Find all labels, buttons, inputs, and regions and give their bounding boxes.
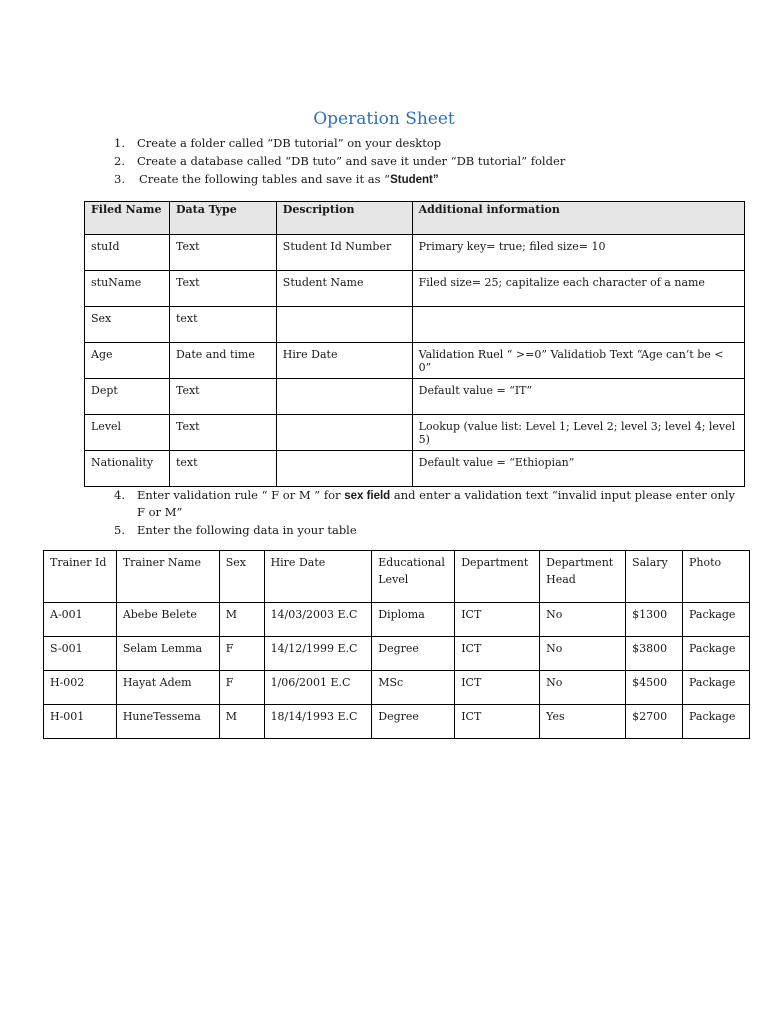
- table-cell: F: [219, 671, 264, 705]
- list-number: 1.: [114, 136, 125, 150]
- table-cell: 14/12/1999 E.C: [264, 637, 372, 671]
- column-header: Photo: [682, 551, 749, 603]
- table-cell: ICT: [455, 705, 540, 739]
- table-cell: Diploma: [372, 603, 455, 637]
- table-cell: Level: [85, 415, 170, 451]
- table-cell: Dept: [85, 379, 170, 415]
- table-cell: F: [219, 637, 264, 671]
- table-row: [85, 379, 745, 415]
- column-header: Description: [276, 202, 412, 235]
- list-text-part: Enter validation rule “ F or M ” for: [137, 488, 345, 502]
- table-row: [44, 603, 750, 637]
- table-row: [85, 343, 745, 379]
- table-cell: Sex: [85, 307, 170, 343]
- column-header: Department Head: [540, 551, 626, 603]
- column-header: Trainer Id: [44, 551, 117, 603]
- column-header: Educational Level: [372, 551, 455, 603]
- list-text: [137, 488, 735, 502]
- list-text-part: Create the following tables and save it as “: [139, 172, 391, 186]
- table-cell: Student Id Number: [276, 235, 412, 271]
- table-cell: text: [169, 451, 276, 487]
- table-cell: Degree: [372, 637, 455, 671]
- table-row: [85, 451, 745, 487]
- column-header: Data Type: [169, 202, 276, 235]
- table-cell: [412, 307, 744, 343]
- table-row: [44, 671, 750, 705]
- student-fields-table: [84, 201, 745, 487]
- table-cell: Lookup (value list: Level 1; Level 2; level 3; level 4; level 5): [412, 415, 744, 451]
- table-row: [85, 307, 745, 343]
- table-cell: ICT: [455, 603, 540, 637]
- table-cell: Package: [682, 671, 749, 705]
- table-row: [85, 271, 745, 307]
- table-cell: Student Name: [276, 271, 412, 307]
- table-cell: Text: [169, 235, 276, 271]
- table-cell: Age: [85, 343, 170, 379]
- table-cell: ICT: [455, 637, 540, 671]
- table-cell: [276, 307, 412, 343]
- table-row: [44, 705, 750, 739]
- table-cell: ICT: [455, 671, 540, 705]
- table-cell: Validation Ruel “ >=0” Validatiob Text “Age can’t be < 0”: [412, 343, 744, 379]
- table-cell: Primary key= true; filed size= 10: [412, 235, 744, 271]
- table-cell: H-002: [44, 671, 117, 705]
- table-cell: Package: [682, 603, 749, 637]
- table-name-bold: Student”: [390, 174, 439, 186]
- table-cell: [276, 379, 412, 415]
- table-cell: M: [219, 705, 264, 739]
- table-cell: No: [540, 671, 626, 705]
- list-text: Create a folder called “DB tutorial” on your desktop: [137, 136, 442, 150]
- table-cell: Package: [682, 637, 749, 671]
- table-cell: No: [540, 637, 626, 671]
- table-cell: $3800: [626, 637, 683, 671]
- list-text-part: and enter a validation text “invalid input please enter only: [390, 488, 736, 502]
- column-header: Department: [455, 551, 540, 603]
- list-text: Create a database called “DB tuto” and save it under “DB tutorial” folder: [137, 154, 566, 168]
- table-cell: Text: [169, 271, 276, 307]
- table-cell: HuneTessema: [116, 705, 219, 739]
- table-cell: [276, 415, 412, 451]
- table-cell: M: [219, 603, 264, 637]
- table-cell: Filed size= 25; capitalize each character of a name: [412, 271, 744, 307]
- column-header: Additional information: [412, 202, 744, 235]
- table-cell: $1300: [626, 603, 683, 637]
- table-cell: Selam Lemma: [116, 637, 219, 671]
- table-cell: Degree: [372, 705, 455, 739]
- table-cell: Text: [169, 415, 276, 451]
- table-row: [85, 415, 745, 451]
- table-cell: Abebe Belete: [116, 603, 219, 637]
- list-number: 5.: [114, 523, 125, 537]
- table-cell: Hire Date: [276, 343, 412, 379]
- trainer-data-table: [43, 550, 750, 739]
- column-header: Trainer Name: [116, 551, 219, 603]
- column-header: Filed Name: [85, 202, 170, 235]
- field-name-bold: sex field: [344, 490, 391, 502]
- table-cell: Yes: [540, 705, 626, 739]
- table-cell: S-001: [44, 637, 117, 671]
- page-title: Operation Sheet: [313, 109, 455, 129]
- table-cell: H-001: [44, 705, 117, 739]
- table-cell: stuId: [85, 235, 170, 271]
- table-cell: Hayat Adem: [116, 671, 219, 705]
- table-header-row: [44, 551, 750, 603]
- table-cell: MSc: [372, 671, 455, 705]
- table-cell: $2700: [626, 705, 683, 739]
- table-cell: $4500: [626, 671, 683, 705]
- table-cell: [276, 451, 412, 487]
- column-header: Hire Date: [264, 551, 372, 603]
- table-row: [44, 637, 750, 671]
- column-header: Sex: [219, 551, 264, 603]
- table-cell: Text: [169, 379, 276, 415]
- table-cell: text: [169, 307, 276, 343]
- column-header: Salary: [626, 551, 683, 603]
- table-cell: Package: [682, 705, 749, 739]
- table-cell: No: [540, 603, 626, 637]
- list-text-continuation: F or M”: [137, 505, 183, 519]
- table-cell: 18/14/1993 E.C: [264, 705, 372, 739]
- table-cell: stuName: [85, 271, 170, 307]
- list-text: [139, 172, 439, 186]
- table-cell: Date and time: [169, 343, 276, 379]
- table-row: [85, 235, 745, 271]
- list-number: 3.: [114, 172, 125, 186]
- table-cell: Nationality: [85, 451, 170, 487]
- table-cell: A-001: [44, 603, 117, 637]
- table-cell: Default value = “Ethiopian”: [412, 451, 744, 487]
- table-cell: 14/03/2003 E.C: [264, 603, 372, 637]
- table-cell: 1/06/2001 E.C: [264, 671, 372, 705]
- table-header-row: [85, 202, 745, 235]
- list-text: Enter the following data in your table: [137, 523, 357, 537]
- table-cell: Default value = “IT”: [412, 379, 744, 415]
- list-number: 2.: [114, 154, 125, 168]
- list-number: 4.: [114, 488, 125, 502]
